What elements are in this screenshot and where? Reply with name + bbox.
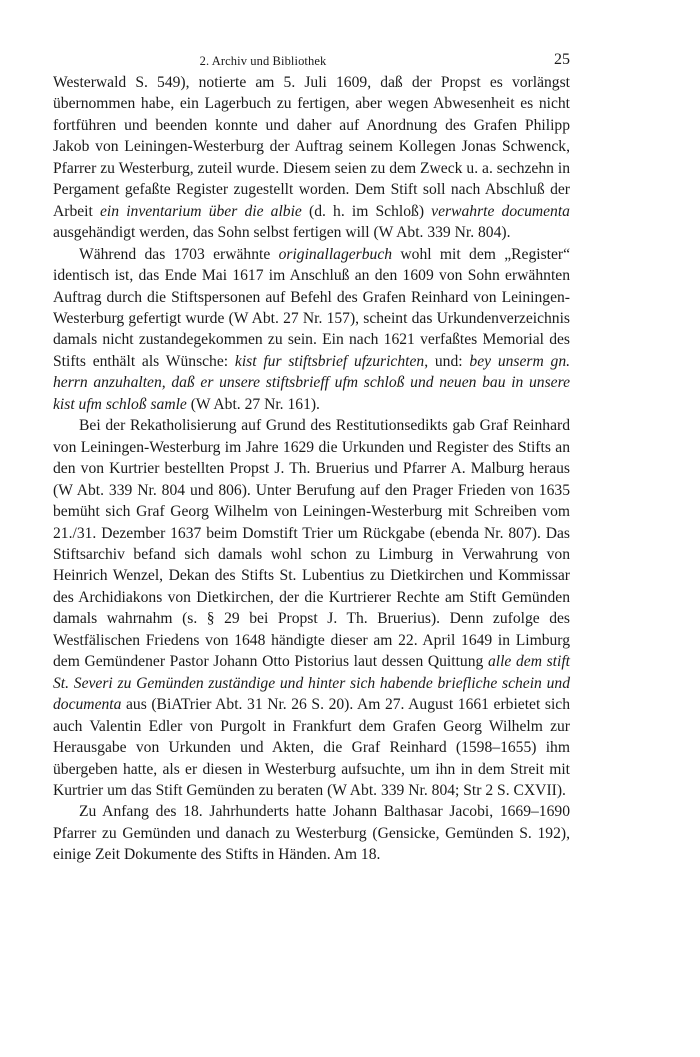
text-run: Bei der Rekatholisierung auf Grund des Restitutionsedikts gab Graf Reinhard von Leiningen-Westerburg im Jahre 1629 die Urkunden und Register des Stifts an den von Kurtrier bestellten Propst J. Th. Bruerius und Pfarrer A. Malburg heraus (W Abt. 339 Nr. 804 und 806). Unter Berufung auf den Prager Frieden von 1635 bemüht sich Graf Georg Wilhelm von Leiningen-Westerburg mit Schreiben vom 21./31. Dezember 1637 beim Domstift Trier um Rückgabe (ebenda Nr. 807). Das Stiftsarchiv befand sich damals wohl schon zu Limburg in Verwahrung von Heinrich Wenzel, Dekan des Stifts St. Lubentius zu Dietkirchen und Kommissar des Archidiakons von Dietkirchen, der die Kurtrierer Rechte am Stift Gemünden damals wahrnahm (s. § 29 bei Propst J. Th. Bruerius). Denn zufolge des Westfälischen Friedens von 1648 händigte dieser am 22. April 1649 in Limburg dem Gemündener Pastor Johann Otto Pistorius laut dessen Quittung [53,417,570,671]
text-run: Während das 1703 erwähnte [79,245,279,263]
running-head [53,51,570,71]
text-run: , und: [424,352,470,370]
italic-quotation: originallagerbuch [278,245,393,263]
paragraph [53,415,570,801]
text-run: ausgehändigt werden, das Sohn selbst fertigen will (W Abt. 339 Nr. 804). [53,224,511,242]
text-run: wohl mit dem „Register“ identisch ist, das Ende Mai 1617 im Anschluß an den 1609 von Sohn erwähnten Auftrag durch die Stiftspersonen auf Befehl des Grafen Reinhard von Leiningen-Westerburg gefertigt wurde (W Abt. 27 Nr. 157), scheint das Urkundenverzeichnis damals nicht zustandegekommen zu sein. Ein nach 1621 verfaßtes Memorial des Stifts enthält als Wünsche: [53,245,571,370]
italic-quotation: kist fur stiftsbrief ufzurichten [234,352,425,370]
text-run: (d. h. im Schloß) [301,202,432,220]
text-run: Zu Anfang des 18. Jahrhunderts hatte Johann Balthasar Jacobi, 1669–1690 Pfarrer zu Gemünden und danach zu Westerburg (Gensicke, Gemünden S. 192), einige Zeit Dokumente des Stifts in Händen. Am 18. [53,803,570,864]
italic-quotation: verwahrte documenta [431,202,570,220]
text-run: aus (BiATrier Abt. 31 Nr. 26 S. 20). Am 27. August 1661 erbietet sich auch Valentin Edler von Purgolt in Frankfurt dem Grafen Georg Wilhelm zur Herausgabe von Urkunden und Akten, die Graf Reinhard (1598–1655) ihm übergeben hatte, als er diesen in Westerburg aufsuchte, um ihn in dem Streit mit Kurtrier um das Stift Gemünden zu beraten (W Abt. 339 Nr. 804; Str 2 S. CXVII). [53,696,570,799]
body-text [53,72,570,866]
text-run: Westerwald S. 549), notierte am 5. Juli 1609, daß der Propst es vorlängst übernommen habe, ein Lagerbuch zu fertigen, aber wegen Abwesenheit es nicht fortführen und beenden konnte und daher auf Anordnung des Grafen Philipp Jakob von Leiningen-Westerburg der Auftrag seinem Kollegen Jonas Schwenck, Pfarrer zu Westerburg, zuteil wurde. Diesem seien zu dem Zweck u. a. sechzehn in Pergament gefaßte Register zugestellt worden. Dem Stift soll nach Abschluß der Arbeit [53,74,570,220]
italic-quotation: bey unserm gn. herrn anzuhalten, daß er unsere stiftsbrieff ufm schloß und neuen bau in unsere kist ufm schloß samle [53,352,571,413]
italic-quotation: ein inventarium über die albie [100,202,302,220]
paragraph [53,72,570,244]
paragraph [53,244,570,416]
page-number: 25 [554,51,570,68]
chapter-title: 2. Archiv und Bibliothek [199,54,327,68]
paragraph [53,801,570,865]
text-run: (W Abt. 27 Nr. 161). [186,395,320,413]
italic-quotation: alle dem stift St. Severi zu Gemünden zuständige und hinter sich habende briefliche schein und documenta [53,653,570,714]
